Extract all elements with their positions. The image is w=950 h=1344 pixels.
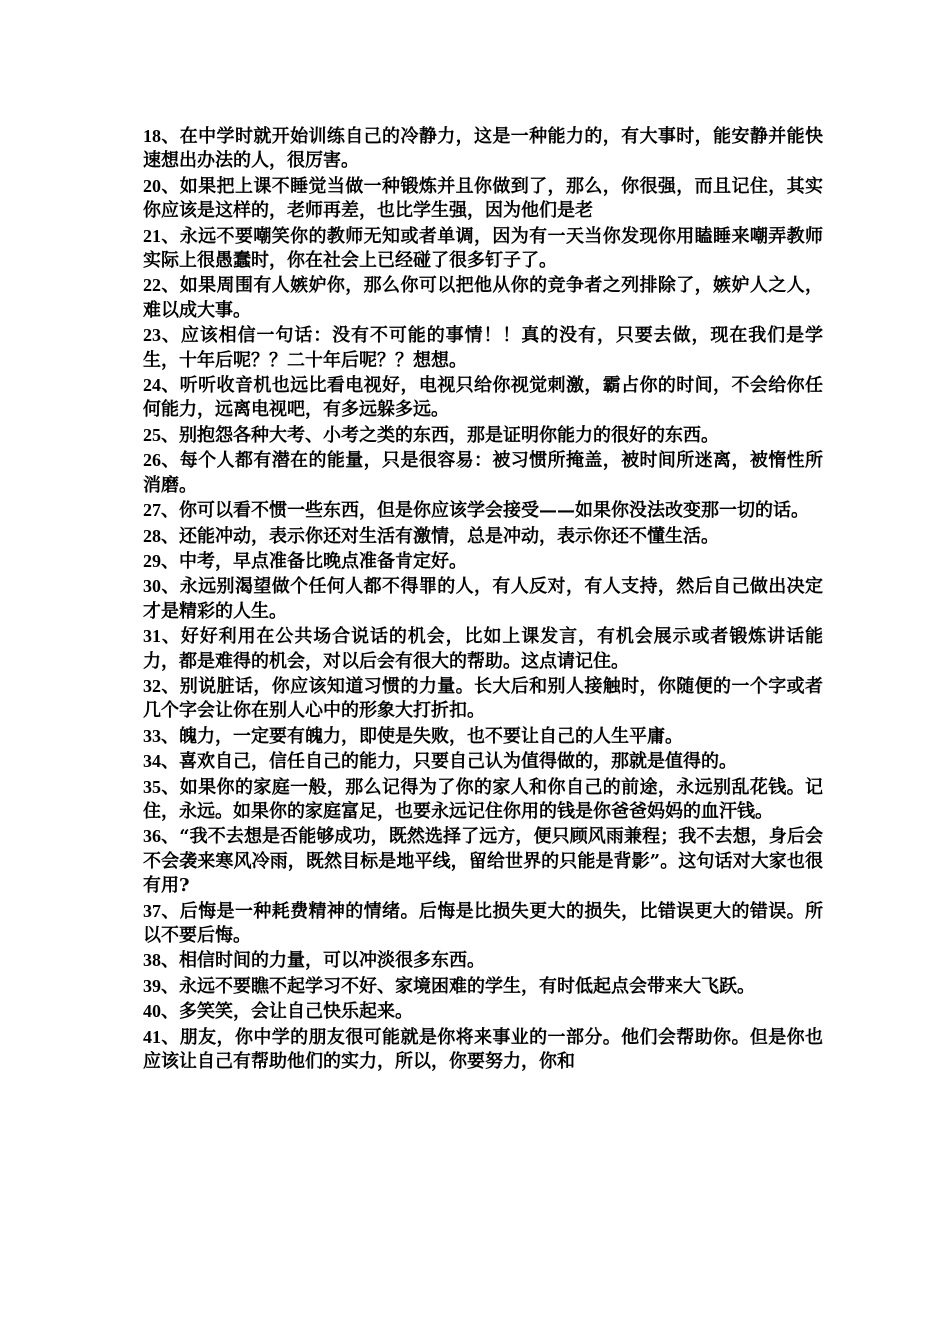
- item-number: 39: [143, 975, 161, 996]
- list-item-32: [143, 674, 823, 724]
- list-item-24: [143, 373, 823, 423]
- item-number: 25: [143, 424, 161, 445]
- item-number: 41: [143, 1026, 161, 1047]
- item-text: 、中考，早点准备比晚点准备肯定好。: [161, 550, 467, 572]
- item-text: 、如果把上课不睡觉当做一种锻炼并且你做到了，那么，你很强，而且记住，其实你应该是这样的，老师再差，也比学生强，因为他们是老: [143, 175, 823, 222]
- item-number: 34: [143, 751, 161, 772]
- list-item-34: [143, 749, 823, 774]
- list-item-39: [143, 974, 823, 999]
- item-number: 22: [143, 275, 161, 296]
- item-text: 、好好利用在公共场合说话的机会，比如上课发言，有机会展示或者锻炼讲话能力，都是难得的机会，对以后会有很大的帮助。这点请记住。: [143, 626, 823, 672]
- item-number: 38: [143, 950, 161, 971]
- item-text: 、还能冲动，表示你还对生活有激情，总是冲动，表示你还不懂生活。: [161, 525, 719, 547]
- item-number: 26: [143, 450, 161, 471]
- item-number: 31: [143, 626, 161, 647]
- list-item-28: [143, 524, 823, 549]
- item-text: 、多笑笑，会让自己快乐起来。: [161, 1001, 413, 1023]
- item-number: 32: [143, 675, 161, 696]
- item-number: 21: [143, 225, 161, 246]
- item-text: 、后悔是一种耗费精神的情绪。后悔是比损失更大的损失，比错误更大的错误。所以不要后悔。: [143, 900, 823, 946]
- item-number: 27: [143, 500, 161, 521]
- item-number: 40: [143, 1001, 161, 1022]
- item-text: 、如果你的家庭一般，那么记得为了你的家人和你自己的前途，永远别乱花钱。记住，永远。如果你的家庭富足，也要永远记住你用的钱是你爸爸妈妈的血汗钱。: [143, 776, 823, 822]
- item-text: 、在中学时就开始训练自己的冷静力，这是一种能力的，有大事时，能安静并能快速想出办法的人，很厉害。: [143, 126, 823, 172]
- item-text: 、相信时间的力量，可以冲淡很多东西。: [161, 950, 485, 972]
- list-item-22: [143, 273, 823, 323]
- item-number: 33: [143, 725, 161, 746]
- list-item-21: [143, 224, 823, 274]
- list-item-29: [143, 549, 823, 574]
- item-text: 、朋友，你中学的朋友很可能就是你将来事业的一部分。他们会帮助你。但是你也应该让自己有帮助他们的实力，所以，你要努力，你和: [143, 1026, 823, 1073]
- list-item-35: [143, 775, 823, 825]
- list-item-18: [143, 124, 823, 174]
- item-text: 、永远不要瞧不起学习不好、家境困难的学生，有时低起点会带来大飞跃。: [161, 975, 755, 997]
- list-item-33: [143, 724, 823, 749]
- list-item-23: [143, 323, 823, 373]
- list-item-25: [143, 423, 823, 448]
- item-text: 、喜欢自己，信任自己的能力，只要自己认为值得做的，那就是值得的。: [161, 751, 737, 773]
- list-item-41: [143, 1025, 823, 1075]
- item-text: 、魄力，一定要有魄力，即使是失败，也不要让自己的人生平庸。: [161, 725, 683, 747]
- item-number: 24: [143, 375, 161, 396]
- item-number: 30: [143, 576, 161, 597]
- item-text: 、听听收音机也远比看电视好，电视只给你视觉刺激，霸占你的时间，不会给你任何能力，远离电视吧，有多远躲多远。: [143, 375, 823, 421]
- list-item-26: [143, 448, 823, 498]
- item-text: 、别抱怨各种大考、小考之类的东西，那是证明你能力的很好的东西。: [161, 424, 719, 446]
- item-number: 29: [143, 550, 161, 571]
- item-number: 23: [143, 325, 161, 346]
- list-item-40: [143, 999, 823, 1024]
- document-page: [143, 124, 823, 1074]
- item-number: 20: [143, 175, 161, 196]
- list-item-38: [143, 948, 823, 973]
- item-text: 、永远不要嘲笑你的教师无知或者单调，因为有一天当你发现你用瞌睡来嘲弄教师实际上很愚蠢时，你在社会上已经碰了很多钉子了。: [143, 225, 823, 272]
- item-text: 、“我不去想是否能够成功，既然选择了远方，便只顾风雨兼程；我不去想，身后会不会袭来寒风冷雨，既然目标是地平线，留给世界的只能是背影”。这句话对大家也很有用?: [143, 826, 823, 897]
- list-item-20: [143, 174, 823, 224]
- item-number: 36: [143, 826, 161, 847]
- item-number: 18: [143, 126, 161, 146]
- list-item-30: [143, 574, 823, 624]
- list-item-27: [143, 498, 823, 523]
- item-text: 、你可以看不惯一些东西，但是你应该学会接受——如果你没法改变那一切的话。: [161, 500, 809, 522]
- item-number: 35: [143, 776, 161, 797]
- item-text: 、如果周围有人嫉妒你，那么你可以把他从你的竞争者之列排除了，嫉妒人之人，难以成大事。: [143, 275, 823, 321]
- item-text: 、每个人都有潜在的能量，只是很容易：被习惯所掩盖，被时间所迷离，被惰性所消磨。: [143, 450, 823, 496]
- item-number: 28: [143, 525, 161, 546]
- item-text: 、别说脏话，你应该知道习惯的力量。长大后和别人接触时，你随便的一个字或者几个字会让你在别人心中的形象大打折扣。: [143, 675, 823, 722]
- item-text: 、永远别渴望做个任何人都不得罪的人，有人反对，有人支持，然后自己做出决定才是精彩的人生。: [143, 576, 823, 622]
- item-number: 37: [143, 900, 161, 921]
- item-text: 、应该相信一句话：没有不可能的事情！！真的没有，只要去做，现在我们是学生，十年后呢？？二十年后呢？？想想。: [143, 325, 823, 371]
- list-item-31: [143, 624, 823, 674]
- list-item-37: [143, 899, 823, 949]
- list-item-36: [143, 824, 823, 898]
